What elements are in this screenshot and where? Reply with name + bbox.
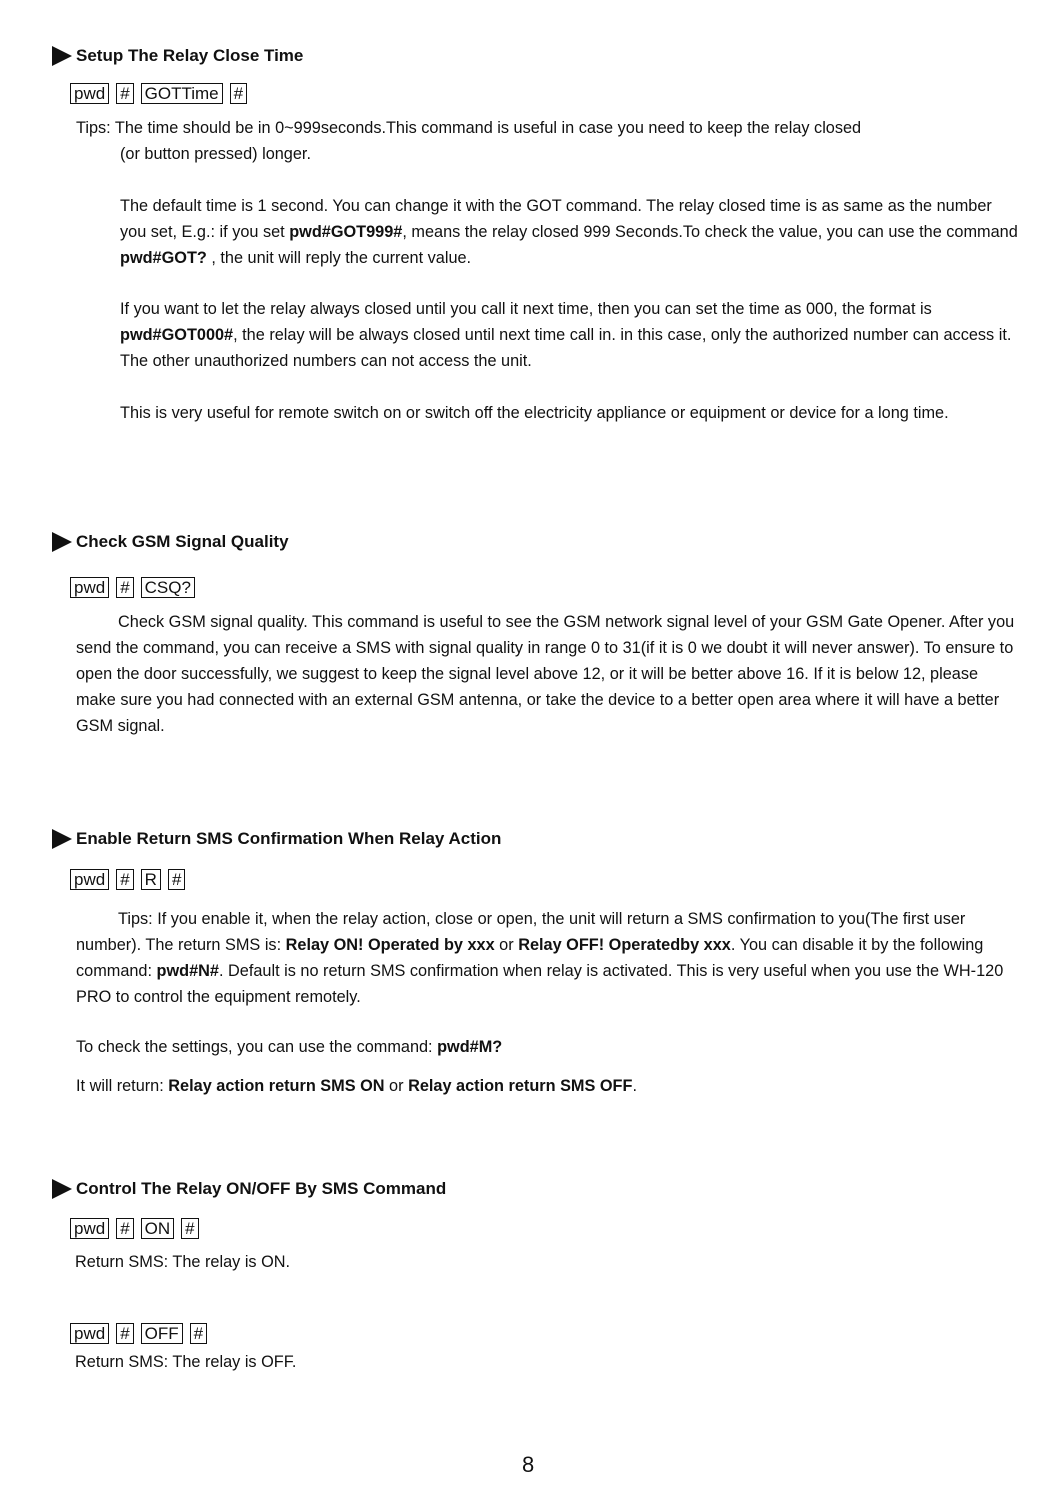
command-sequence: [70, 83, 247, 104]
command-box: pwd: [70, 577, 109, 598]
command-box: ON: [141, 1218, 175, 1239]
command-box: #: [116, 577, 133, 598]
command-box: GOTTime: [141, 83, 223, 104]
triangle-bullet-icon: [52, 829, 72, 849]
text: . Default is no return SMS confirmation when relay is activated. This is very useful when you use the WH-120 PRO to control the equipment remotely.: [76, 962, 1004, 1006]
section-heading-gsm-signal: [52, 532, 289, 552]
command-box: #: [190, 1323, 207, 1344]
command-box: #: [168, 869, 185, 890]
command-text: pwd#GOT000#: [120, 326, 234, 344]
text: . You can disable it by the following command:: [76, 936, 984, 980]
command-sequence: [70, 869, 185, 890]
command-box: #: [181, 1218, 198, 1239]
command-box: #: [116, 83, 133, 104]
text: To check the settings, you can use the command:: [76, 1038, 438, 1056]
signal-quality-paragraph: Check GSM signal quality. This command is useful to see the GSM network signal level of your GSM Gate Opener. After you send the command, you can receive a SMS with signal quality in range 0 to 31(if it is 0 we doubt it will never answer). To ensure to open the door successfully, we suggest to keep the signal level above 12, or it will be better above 16. If it is below 12, please make sure you had connected with an external GSM antenna, or take the device to a better open area where it will have a better GSM signal.: [76, 613, 1015, 735]
text: .: [632, 1077, 637, 1095]
text: , the relay will be always closed until next time call in. in this case, only the authorized number can access it. The other unauthorized numbers can not access the unit.: [120, 326, 1012, 370]
return-sms-tips-paragraph: [76, 906, 1021, 1010]
heading-text: Setup The Relay Close Time: [76, 46, 304, 65]
text: It will return:: [76, 1077, 169, 1095]
section-heading-relay-close-time: [52, 46, 303, 66]
command-box: OFF: [141, 1323, 183, 1344]
triangle-bullet-icon: [52, 46, 72, 66]
command-sequence-on: [70, 1218, 199, 1239]
page-number: 8: [522, 1452, 535, 1477]
command-box: #: [116, 869, 133, 890]
text: or: [494, 936, 519, 954]
command-box: pwd: [70, 1218, 109, 1239]
command-text: pwd#GOT?: [120, 249, 207, 267]
command-sequence: [70, 577, 195, 598]
triangle-bullet-icon: [52, 1179, 72, 1199]
command-box: pwd: [70, 83, 109, 104]
sms-text: Relay action return SMS ON: [168, 1077, 385, 1095]
command-box: #: [116, 1218, 133, 1239]
text: , means the relay closed 999 Seconds.To check the value, you can use the command: [402, 223, 1018, 241]
command-box: pwd: [70, 869, 109, 890]
check-settings-paragraph: [76, 1034, 1021, 1060]
return-value-paragraph: [76, 1073, 1021, 1099]
sms-text: Relay OFF! Operatedby xxx: [518, 936, 731, 954]
command-box: #: [230, 83, 247, 104]
command-box: R: [141, 869, 161, 890]
command-sequence-off: [70, 1323, 207, 1344]
tips-paragraph: [76, 115, 1026, 167]
text: , the unit will reply the current value.: [206, 249, 472, 267]
heading-text: Enable Return SMS Confirmation When Relay Action: [76, 829, 502, 848]
command-box: pwd: [70, 1323, 109, 1344]
return-sms-off: Return SMS: The relay is OFF.: [75, 1353, 297, 1371]
text: The default time is 1 second. You can change it with the GOT command. The relay closed time is as same as the number you set, E.g.: if you set: [120, 197, 992, 241]
command-box: #: [116, 1323, 133, 1344]
sms-text: Relay action return SMS OFF: [408, 1077, 633, 1095]
command-text: pwd#N#: [156, 962, 219, 980]
heading-text: Control The Relay ON/OFF By SMS Command: [76, 1179, 447, 1198]
default-time-paragraph: [120, 193, 1020, 271]
text: Tips: If you enable it, when the relay action, close or open, the unit will return a SMS confirmation to you(The first user number). The return SMS is:: [76, 910, 966, 954]
text: If you want to let the relay always closed until you call it next time, then you can set the time as 000, the format is: [120, 300, 932, 318]
command-text: pwd#M?: [437, 1038, 503, 1056]
sms-text: Relay ON! Operated by xxx: [285, 936, 495, 954]
remote-switch-paragraph: This is very useful for remote switch on or switch off the electricity appliance or equipment or device for a long time.: [120, 404, 949, 422]
command-text: pwd#GOT999#: [289, 223, 403, 241]
command-box: CSQ?: [141, 577, 195, 598]
tips-label: Tips:: [76, 119, 115, 137]
triangle-bullet-icon: [52, 532, 72, 552]
heading-text: Check GSM Signal Quality: [76, 532, 289, 551]
text: or: [384, 1077, 409, 1095]
always-closed-paragraph: [120, 296, 1020, 374]
return-sms-on: Return SMS: The relay is ON.: [75, 1253, 291, 1271]
section-heading-relay-on-off: [52, 1179, 446, 1199]
tips-text: The time should be in 0~999seconds.This command is useful in case you need to keep the relay closed: [114, 119, 862, 137]
tips-text-continued: (or button pressed) longer.: [120, 145, 311, 163]
section-heading-return-sms: [52, 829, 501, 849]
